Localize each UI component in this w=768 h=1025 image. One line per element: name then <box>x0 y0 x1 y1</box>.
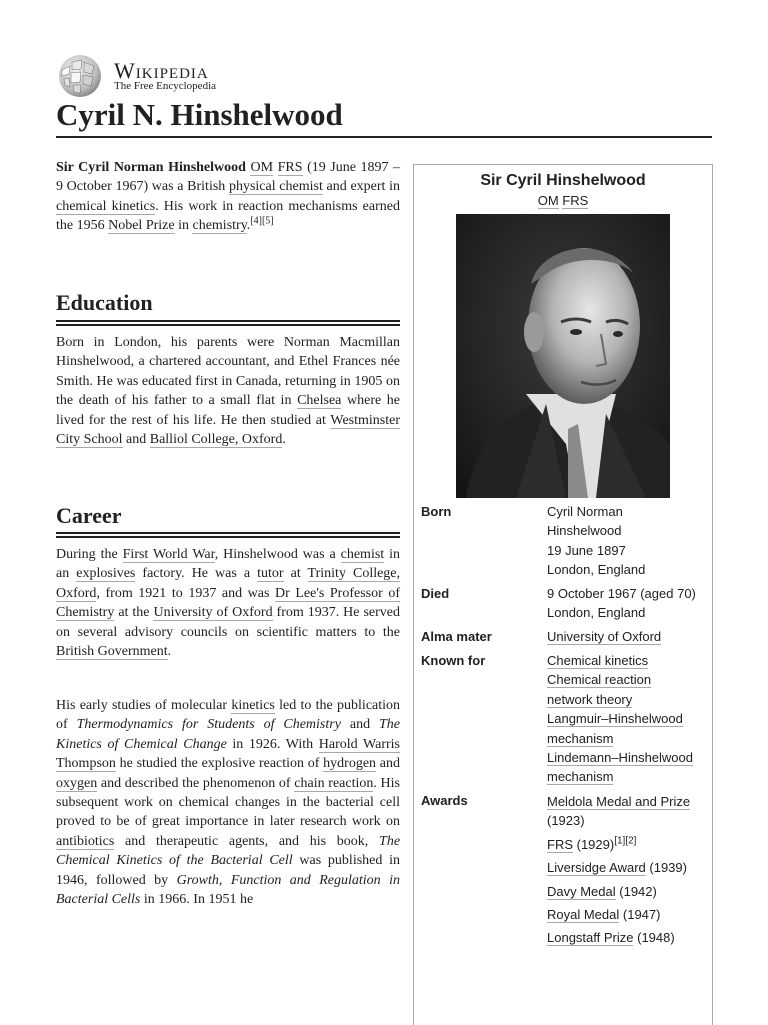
died-place: London, England <box>547 605 646 621</box>
longstaff-prize-link[interactable]: Longstaff Prize <box>547 930 634 946</box>
career-text: , Hinshelwood was a <box>214 547 336 562</box>
career-text: factory. He was a <box>142 566 251 582</box>
intro-paragraph: Sir Cyril Norman Hinshelwood OM FRS (19 June 1897 – 9 October 1967) was a British physical chemist and expert in chemical kinetics. His work in reaction mechanisms earned the 1956 Nobel Prize in chemistry.[4][5] <box>56 160 401 234</box>
career-text: and described the phenomenon of <box>100 775 291 791</box>
career-heading: Career <box>56 503 122 528</box>
career-text: from 1937. He served on several advisory councils on scientific matters to the <box>56 605 401 640</box>
career-text: During the <box>56 547 118 562</box>
book-title: Thermodynamics for Students of Chemistry <box>76 717 341 733</box>
born-place: London, England <box>547 562 646 578</box>
career-text: and <box>379 756 401 772</box>
dr-lees-professor-link[interactable]: Dr Lee's Professor of Chemistry <box>56 585 401 621</box>
career-text: and <box>349 717 371 733</box>
education-text: . <box>282 432 286 448</box>
hydrogen-link[interactable]: hydrogen <box>323 756 377 772</box>
section-divider <box>56 532 400 538</box>
infobox-postnominals <box>414 191 712 210</box>
career-text: at <box>290 566 301 582</box>
liversidge-award-link[interactable]: Liversidge Award <box>547 860 646 876</box>
education-text: Born in London, his parents were Norman Macmillan Hinshelwood, a chartered accountant, and Ethel Frances née Smith. He was educated first in Canada, returning in 1905 on the death of his father to a small flat in <box>56 335 400 409</box>
lindemann-hinshelwood-link[interactable]: mechanism <box>547 769 614 785</box>
career-text: in 1926. With <box>232 736 314 752</box>
awards-value <box>547 792 709 948</box>
career-text: His early studies of molecular <box>56 698 228 713</box>
career-text: in an <box>56 547 400 582</box>
alma-mater-link[interactable]: University of Oxford <box>547 629 662 644</box>
education-heading: Education <box>56 290 153 315</box>
reaction-network-link[interactable]: network theory <box>547 691 633 707</box>
career-text: . <box>167 644 172 660</box>
reaction-network-link[interactable]: Chemical reaction <box>547 672 652 688</box>
subject-name: Sir Cyril Norman Hinshelwood <box>56 160 246 175</box>
award-year: (1939) <box>649 860 687 876</box>
career-text: was published in 1946, followed by <box>56 853 401 888</box>
alma-mater-label: Alma mater <box>421 629 492 644</box>
intro-text: (19 June 1897 – 9 October 1967) was a British <box>56 160 401 195</box>
born-value <box>547 502 709 580</box>
harold-thompson-link[interactable]: Harold Warris Thompson <box>56 736 400 772</box>
frs-award-link[interactable]: FRS <box>547 836 573 852</box>
career-text: led to the publication of <box>56 698 401 733</box>
infobox-title: Sir Cyril Hinshelwood <box>480 172 646 189</box>
chain-reaction-link[interactable]: chain reaction <box>294 775 374 791</box>
infobox <box>413 164 713 1025</box>
education-text: and <box>126 432 147 448</box>
reference-link[interactable]: [4] <box>250 215 262 227</box>
university-of-oxford-link[interactable]: University of Oxford <box>153 605 273 621</box>
meldola-medal-link[interactable]: Meldola Medal and Prize <box>547 794 691 809</box>
frs-link[interactable]: FRS <box>562 193 589 208</box>
oxygen-link[interactable]: oxygen <box>56 775 98 791</box>
born-name-line: Hinshelwood <box>547 523 622 539</box>
reference-link[interactable]: [5] <box>261 215 274 227</box>
british-government-link[interactable]: British Government <box>56 644 168 660</box>
died-date: 9 October 1967 (aged 70) <box>547 586 696 601</box>
award-year: (1948) <box>637 930 675 946</box>
tutor-link[interactable]: tutor <box>257 566 284 582</box>
om-link[interactable]: OM <box>250 160 274 175</box>
born-date: 19 June 1897 <box>547 542 626 558</box>
career-paragraph-2 <box>56 696 400 909</box>
wikipedia-tagline: The Free Encyclopedia <box>114 80 217 92</box>
balliol-link[interactable]: Balliol College, Oxford <box>149 432 283 448</box>
career-text: in 1966. In 1951 he <box>143 892 254 908</box>
wikipedia-globe-icon <box>56 54 104 98</box>
reference-link[interactable]: [2] <box>625 835 637 847</box>
education-paragraph <box>56 333 400 449</box>
known-for-label: Known for <box>421 653 486 668</box>
frs-link[interactable]: FRS <box>277 160 303 175</box>
book-title: Growth, Function and Regulation in Bacterial Cells <box>56 872 401 908</box>
langmuir-hinshelwood-link[interactable]: mechanism <box>547 730 614 746</box>
career-text: he studied the explosive reaction of <box>119 756 320 772</box>
known-for-value <box>547 651 709 787</box>
davy-medal-link[interactable]: Davy Medal <box>547 883 616 899</box>
awards-label: Awards <box>421 793 468 808</box>
career-paragraph-1 <box>56 545 400 661</box>
education-text: where he lived for the rest of his life. He then studied at <box>56 393 401 428</box>
langmuir-hinshelwood-link[interactable]: Langmuir–Hinshelwood <box>547 711 683 727</box>
award-year: (1929) <box>576 836 615 852</box>
career-text: , from 1921 to 1937 and was <box>96 585 270 601</box>
died-value <box>547 584 709 623</box>
om-link[interactable]: OM <box>537 193 559 208</box>
physical-chemist-link[interactable]: physical chemist <box>228 179 323 195</box>
award-year: (1923) <box>547 813 585 829</box>
portrait-photo[interactable] <box>456 214 670 498</box>
career-text: at the <box>118 605 150 621</box>
chemistry-link[interactable]: chemistry <box>192 218 247 234</box>
section-divider <box>56 320 400 326</box>
chelsea-link[interactable]: Chelsea <box>297 393 342 409</box>
explosives-link[interactable]: explosives <box>76 566 136 582</box>
born-name-line: Cyril Norman <box>547 504 623 519</box>
page-title: Cyril N. Hinshelwood <box>56 94 712 138</box>
intro-text: in <box>178 218 189 234</box>
kinetics-link[interactable]: kinetics <box>231 698 275 713</box>
chemical-kinetics-link[interactable]: Chemical kinetics <box>547 653 649 668</box>
died-label: Died <box>421 586 450 601</box>
ww1-link[interactable]: First World War <box>122 547 215 562</box>
chemist-link[interactable]: chemist <box>340 547 385 562</box>
wikipedia-wordmark: Wikipedia <box>114 58 209 83</box>
book-title: The Kinetics of Chemical Change <box>56 717 400 752</box>
antibiotics-link[interactable]: antibiotics <box>56 833 115 849</box>
award-year: (1947) <box>622 907 661 923</box>
lindemann-hinshelwood-link[interactable]: Lindemann–Hinshelwood <box>547 750 693 766</box>
intro-text: . His work in reaction mechanisms earned the 1956 <box>56 198 400 234</box>
reference-link[interactable]: [1] <box>614 835 626 847</box>
trinity-college-link[interactable]: Trinity College, Oxford <box>56 566 401 601</box>
career-text: and therapeutic agents, and his book, <box>125 833 369 849</box>
award-year: (1942) <box>619 883 657 899</box>
westminster-link[interactable]: Westminster City School <box>56 412 401 448</box>
chemical-kinetics-link[interactable]: chemical kinetics <box>56 198 156 214</box>
career-text: . His subsequent work on chemical changes in the bacterial cell proved to be of great importance in later research work on <box>56 775 401 830</box>
book-title: The Chemical Kinetics of the Bacterial Cell <box>56 833 401 869</box>
intro-text: and expert in <box>326 179 400 195</box>
alma-mater-value <box>547 627 709 646</box>
nobel-prize-link[interactable]: Nobel Prize <box>108 218 175 234</box>
royal-medal-link[interactable]: Royal Medal <box>547 907 620 923</box>
born-label: Born <box>421 504 452 519</box>
